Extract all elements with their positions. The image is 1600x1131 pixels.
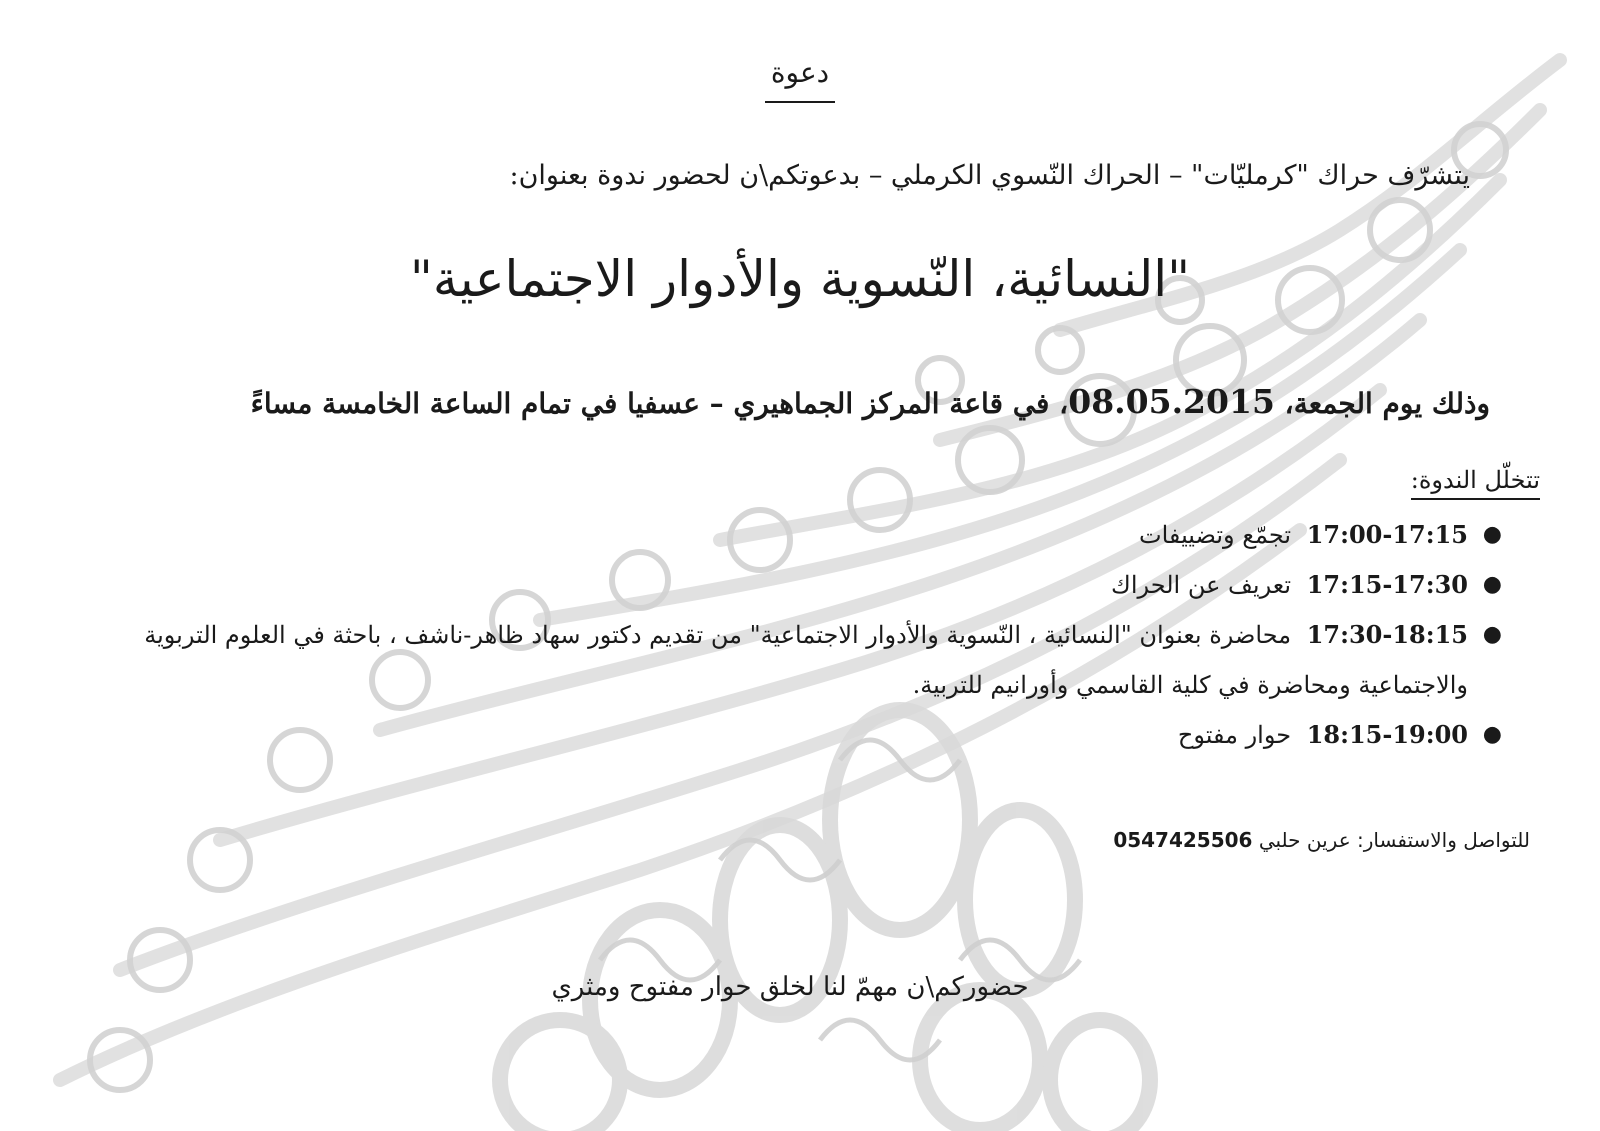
agenda-item xyxy=(122,510,1502,560)
agenda-item-text: تعريف عن الحراك xyxy=(1111,571,1292,599)
closing-note: حضوركم\ن مهمّ لنا لخلق حوار مفتوح ومثري xyxy=(551,972,1029,1002)
agenda-item-text: تجمّع وتضييفات xyxy=(1139,521,1292,549)
agenda-item-time: 17:00-17:15 xyxy=(1306,520,1468,549)
invitation-title xyxy=(0,56,1600,103)
agenda-item-text: حوار مفتوح xyxy=(1177,721,1292,749)
contact-label: للتواصل والاستفسار: عرين حلبي xyxy=(1252,828,1530,852)
invitation-title-text: دعوة xyxy=(765,56,835,103)
agenda-list xyxy=(122,510,1502,760)
agenda-item-time: 17:30-18:15 xyxy=(1306,620,1468,649)
bullet-icon: ● xyxy=(1482,622,1502,647)
agenda-heading xyxy=(1411,466,1540,494)
event-details-suffix: ، في قاعة المركز الجماهيري – عسفيا في تمام الساعة الخامسة مساءً xyxy=(250,387,1069,420)
bullet-icon: ● xyxy=(1482,722,1502,747)
event-details xyxy=(90,382,1490,421)
agenda-item-time: 18:15-19:00 xyxy=(1306,720,1468,749)
bullet-icon: ● xyxy=(1482,522,1502,547)
agenda-item-time: 17:15-17:30 xyxy=(1306,570,1468,599)
contact-phone: 0547425506 xyxy=(1113,828,1253,852)
bullet-icon: ● xyxy=(1482,572,1502,597)
agenda-item xyxy=(122,610,1502,710)
event-date: 08.05.2015 xyxy=(1068,382,1275,421)
contact-info xyxy=(1113,828,1530,852)
seminar-headline: "النسائية، النّسوية والأدوار الاجتماعية" xyxy=(409,250,1191,308)
agenda-item-text: محاضرة بعنوان "النسائية ، النّسوية والأدوار الاجتماعية" من تقديم دكتور سهاد ظاهر-ناشف ، باحثة في العلوم التربوية والاجتماعية ومحاضرة في كلية القاسمي وأورانيم للتربية. xyxy=(144,621,1468,699)
agenda-heading-text: تتخلّل الندوة: xyxy=(1411,466,1540,500)
agenda-item xyxy=(122,560,1502,610)
event-details-prefix: وذلك يوم الجمعة، xyxy=(1274,387,1490,420)
agenda-item xyxy=(122,710,1502,760)
invitation-intro: يتشرّف حراك "كرمليّات" – الحراك النّسوي الكرملي – بدعوتكم\ن لحضور ندوة بعنوان: xyxy=(509,160,1470,191)
